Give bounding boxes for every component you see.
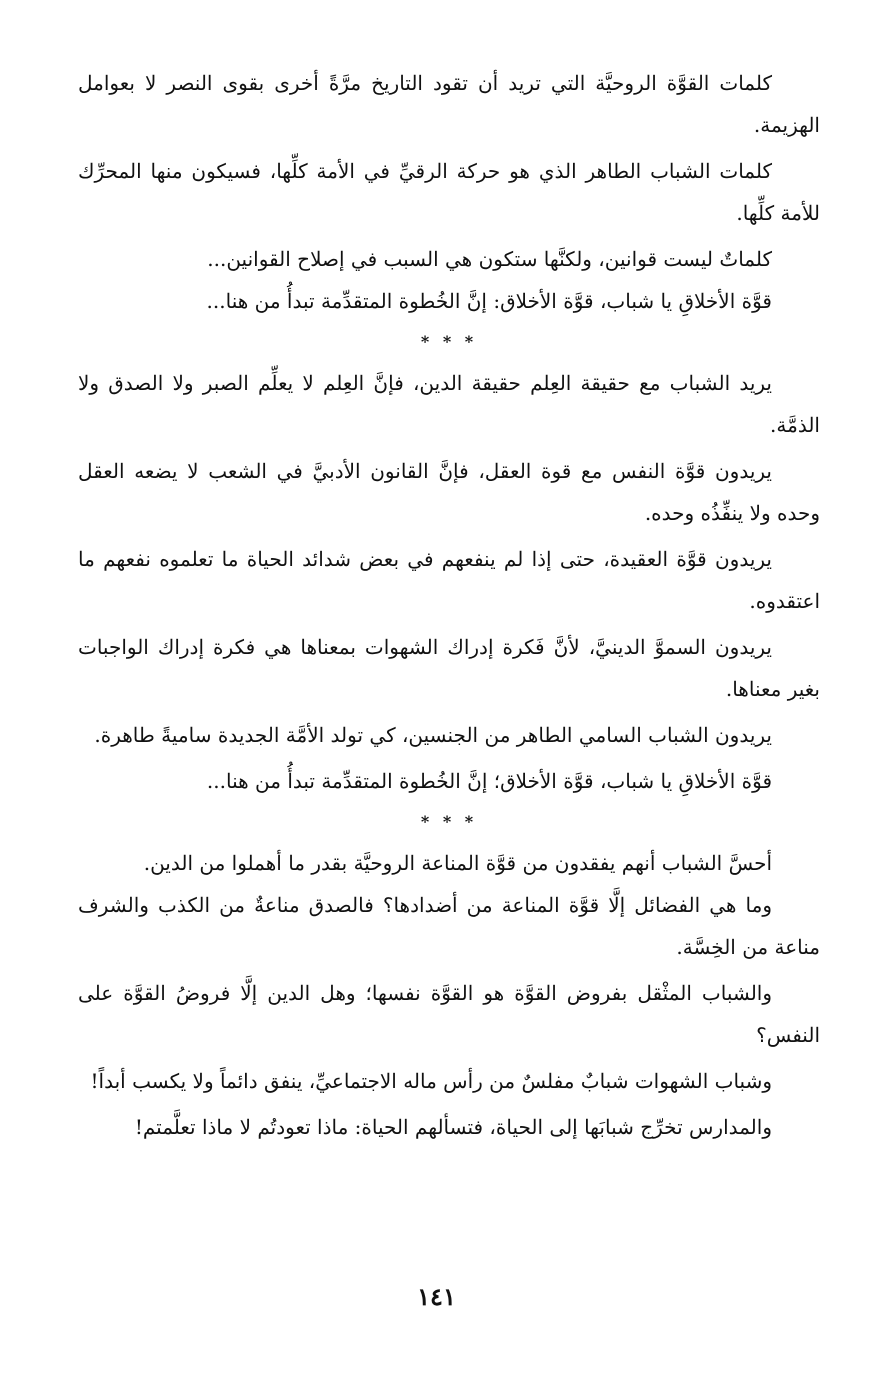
- paragraph: أحسَّ الشباب أنهم يفقدون من قوَّة المناعة الروحيَّة بقدر ما أهملوا من الدين.: [143, 851, 772, 875]
- section-separator: * * *: [420, 332, 478, 351]
- paragraph: يريدون الشباب السامي الطاهر من الجنسين، كي تولد الأمَّة الجديدة ساميةً طاهرة.: [94, 723, 772, 747]
- paragraph: يريدون السموَّ الدينيَّ، لأنَّ فَكرة إدراك الشهوات بمعناها هي فكرة إدراك الواجبات بغير معناها.: [78, 635, 820, 701]
- paragraph: يريد الشباب مع حقيقة العِلم حقيقة الدين، فإنَّ العِلم لا يعلِّم الصبر ولا الصدق ولا الذمَّة.: [78, 371, 820, 437]
- paragraph: وشباب الشهوات شبابٌ مفلسٌ من رأس ماله الاجتماعيِّ، ينفق دائماً ولا يكسب أبداً!: [90, 1069, 772, 1093]
- paragraph: يريدون قوَّة النفس مع قوة العقل، فإنَّ القانون الأدبيَّ في الشعب لا يضعه العقل وحده ولا ينفِّذُه وحده.: [78, 459, 820, 525]
- paragraph: قوَّة الأخلاقِ يا شباب، قوَّة الأخلاق؛ إنَّ الخُطوة المتقدِّمة تبدأُ من هنا...: [206, 769, 772, 793]
- paragraph: كلمات القوَّة الروحيَّة التي تريد أن تقود التاريخ مرَّةً أخرى بقوى النصر لا بعوامل الهزيمة.: [78, 71, 820, 137]
- page-number: ١٤١: [417, 1282, 456, 1311]
- paragraph: قوَّة الأخلاقِ يا شباب، قوَّة الأخلاق: إنَّ الخُطوة المتقدِّمة تبدأُ من هنا...: [206, 289, 772, 313]
- paragraph: كلمات الشباب الطاهر الذي هو حركة الرقيِّ في الأمة كلِّها، فسيكون منها المحرِّك للأمة كلِّها.: [78, 159, 820, 225]
- paragraph: والمدارس تخرِّج شبابَها إلى الحياة، فتسألهم الحياة: ماذا تعودتُم لا ماذا تعلَّمتم!: [134, 1115, 772, 1139]
- paragraph: والشباب المثْقل بفروض القوَّة هو القوَّة نفسها؛ وهل الدين إلَّا فروضُ القوَّة على النفس؟: [78, 981, 820, 1047]
- paragraph: وما هي الفضائل إلَّا قوَّة المناعة من أضدادها؟ فالصدق مناعةٌ من الكذب والشرف مناعة من الخِسَّة.: [78, 893, 820, 959]
- section-separator: * * *: [420, 812, 478, 831]
- page-body: [78, 62, 820, 1152]
- paragraph: كلماتٌ ليست قوانين، ولكنَّها ستكون هي السبب في إصلاح القوانين...: [207, 247, 772, 271]
- paragraph: يريدون قوَّة العقيدة، حتى إذا لم ينفعهم في بعض شدائد الحياة ما تعلموه نفعهم ما اعتقدوه.: [78, 547, 820, 613]
